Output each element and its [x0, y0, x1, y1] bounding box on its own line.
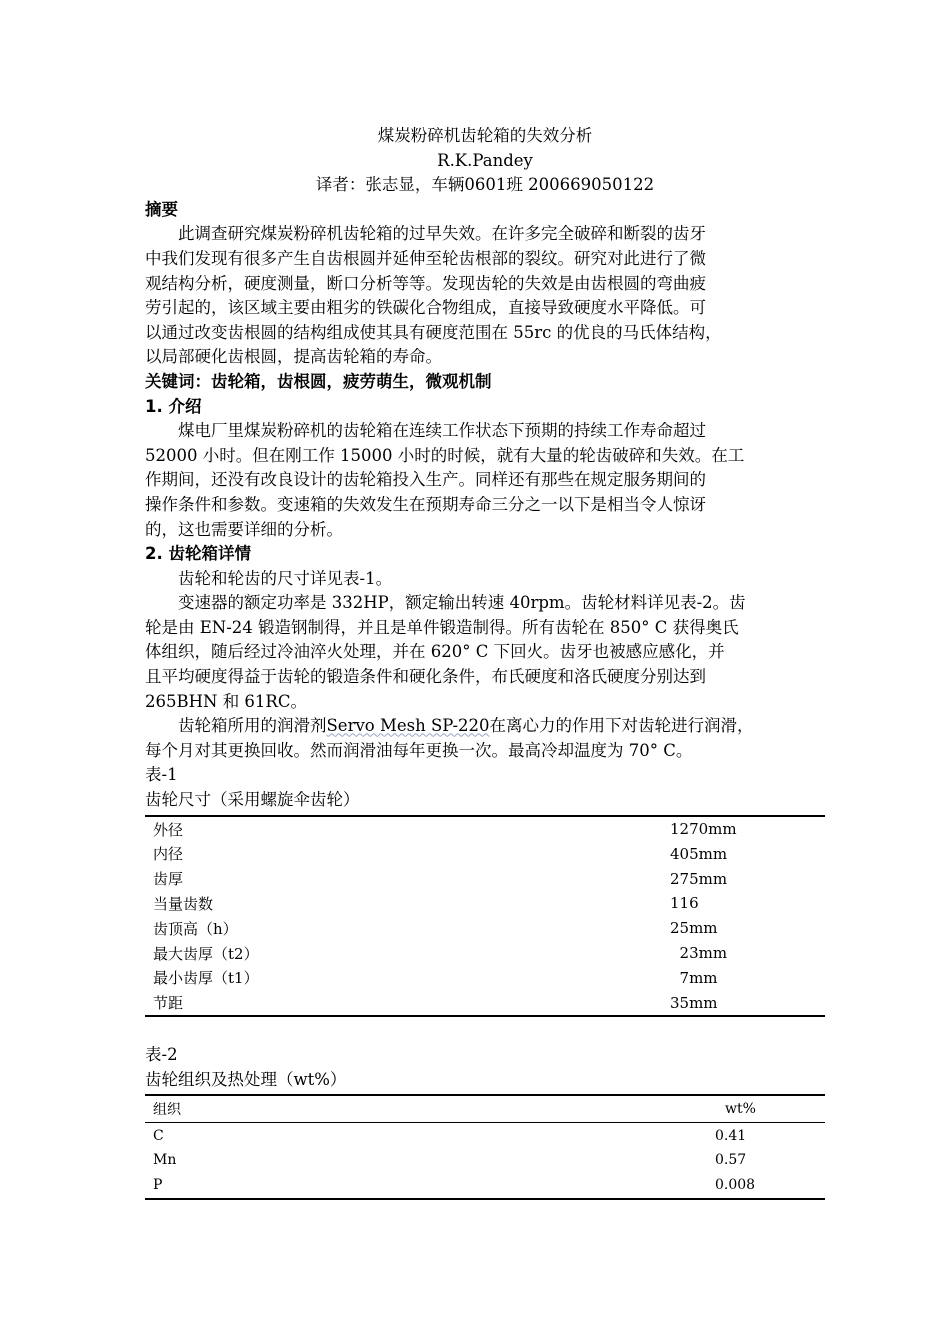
table-row [145, 916, 825, 941]
section2-paragraph-3 [145, 714, 825, 739]
table2-caption: 齿轮组织及热处理（wt%） [145, 1069, 347, 1089]
section2-line: 体组织，随后经过冷油淬火处理，并在 620° C 下回火。齿牙也被感应感化，并 [145, 642, 725, 662]
section2-paragraph-1: 齿轮和轮齿的尺寸详见表-1。 [178, 568, 393, 588]
document-page [145, 124, 825, 1200]
lubricant-text-pre: 齿轮箱所用的润滑剂 [178, 716, 327, 736]
table-cell-value: 116 [670, 894, 699, 913]
table-cell-value: 23mm [670, 944, 728, 962]
section1-heading: 1. 介绍 [145, 396, 202, 416]
table-header-value: wt% [715, 1095, 825, 1123]
table2-label: 表-2 [145, 1045, 178, 1064]
abstract-line: 以通过改变齿根圆的结构组成使其具有硬度范围在 55rc 的优良的马氏体结构， [145, 322, 722, 342]
table-cell-value: 1270mm [670, 820, 737, 839]
section1-line: 煤电厂里煤炭粉碎机的齿轮箱在连续工作状态下预期的持续工作寿命超过 [178, 421, 706, 441]
section1-line: 的，这也需要详细的分析。 [145, 519, 343, 539]
section2-line: 265BHN 和 61RC。 [145, 691, 307, 711]
table-header-name: 组织 [145, 1095, 715, 1123]
table-row [145, 1173, 825, 1199]
table-cell-name: 最小齿厚（t1） [153, 969, 259, 988]
abstract-heading: 摘要 [145, 199, 178, 219]
abstract-line: 观结构分析，硬度测量，断口分析等等。发现齿轮的失效是由齿根圆的弯曲疲 [145, 273, 706, 293]
section2-heading: 2. 齿轮箱详情 [145, 544, 251, 564]
table-cell-name: 节距 [153, 994, 184, 1013]
table1-caption: 齿轮尺寸（采用螺旋伞齿轮） [145, 790, 360, 810]
document-title: 煤炭粉碎机齿轮箱的失效分析 [377, 126, 593, 145]
section2-line: 变速器的额定功率是 332HP，额定输出转速 40rpm。齿轮材料详见表-2。齿 [178, 593, 746, 613]
table-cell-value: 25mm [670, 919, 718, 938]
table-row [145, 816, 825, 842]
table-row [145, 891, 825, 916]
table-cell-value: 0.57 [715, 1152, 747, 1169]
section2-paragraph-3-line2: 每个月对其更换回收。然而润滑油每年更换一次。最高冷却温度为 70° C。 [145, 740, 693, 760]
section1-line: 作期间，还没有改良设计的齿轮箱投入生产。同样还有那些在规定服务期间的 [145, 470, 706, 490]
section2-paragraph-2 [145, 591, 825, 714]
section2-line: 且平均硬度得益于齿轮的锻造条件和硬化条件，布氏硬度和洛氏硬度分别达到 [145, 667, 706, 687]
table-row [145, 941, 825, 966]
table-row [145, 866, 825, 891]
table-cell-name: 内径 [153, 845, 184, 864]
table-cell-name: Mn [153, 1152, 177, 1169]
table-cell-value: 35mm [670, 993, 718, 1012]
section1-body [145, 419, 825, 542]
gear-composition-table [145, 1094, 825, 1199]
table-cell-name: 最大齿厚（t2） [153, 944, 259, 963]
abstract-line: 以局部硬化齿根圆，提高齿轮箱的寿命。 [145, 347, 442, 367]
section2-line: 轮是由 EN-24 锻造钢制得，并且是单件锻造制得。所有齿轮在 850° C 获得奥氏 [145, 617, 739, 637]
table-cell-name: P [153, 1177, 163, 1194]
table-cell-value: 405mm [670, 844, 728, 863]
table-cell-value: 275mm [670, 869, 728, 888]
table-cell-name: 齿顶高（h） [153, 919, 238, 938]
abstract-line: 劳引起的，该区域主要由粗劣的铁碳化合物组成，直接导致硬度水平降低。可 [145, 298, 706, 318]
translator: 译者：张志显，车辆0601班 200669050122 [315, 175, 655, 195]
abstract-body [145, 222, 825, 370]
table-cell-name: C [153, 1127, 164, 1144]
table-cell-name: 当量齿数 [153, 894, 214, 913]
keywords: 关键词：齿轮箱，齿根圆，疲劳萌生，微观机制 [145, 371, 492, 391]
table-cell-value: 0.41 [715, 1127, 747, 1144]
section1-line: 52000 小时。但在刚工作 15000 小时的时候，就有大量的轮齿破碎和失效。在工 [145, 445, 745, 465]
table-row [145, 1123, 825, 1148]
table-cell-value: 7mm [670, 968, 718, 987]
author: R.K.Pandey [437, 150, 533, 170]
table-row [145, 841, 825, 866]
table-row [145, 965, 825, 990]
gear-dimensions-table [145, 815, 825, 1017]
table-row [145, 990, 825, 1016]
table1-label: 表-1 [145, 765, 178, 785]
table-cell-name: 齿厚 [153, 870, 184, 889]
section1-line: 操作条件和参数。变速箱的失效发生在预期寿命三分之一以下是相当令人惊讶 [145, 494, 706, 514]
lubricant-text-post: 在离心力的作用下对齿轮进行润滑， [489, 716, 754, 736]
table-cell-value: 0.008 [715, 1177, 756, 1194]
lubricant-name: Servo Mesh SP-220 [326, 716, 490, 736]
table-row [145, 1148, 825, 1173]
table-cell-name: 外径 [153, 820, 184, 839]
abstract-line: 此调查研究煤炭粉碎机齿轮箱的过早失效。在许多完全破碎和断裂的齿牙 [178, 224, 706, 244]
abstract-line: 中我们发现有很多产生自齿根圆并延伸至轮齿根部的裂纹。研究对此进行了微 [145, 248, 706, 268]
table-header-row [145, 1095, 825, 1123]
